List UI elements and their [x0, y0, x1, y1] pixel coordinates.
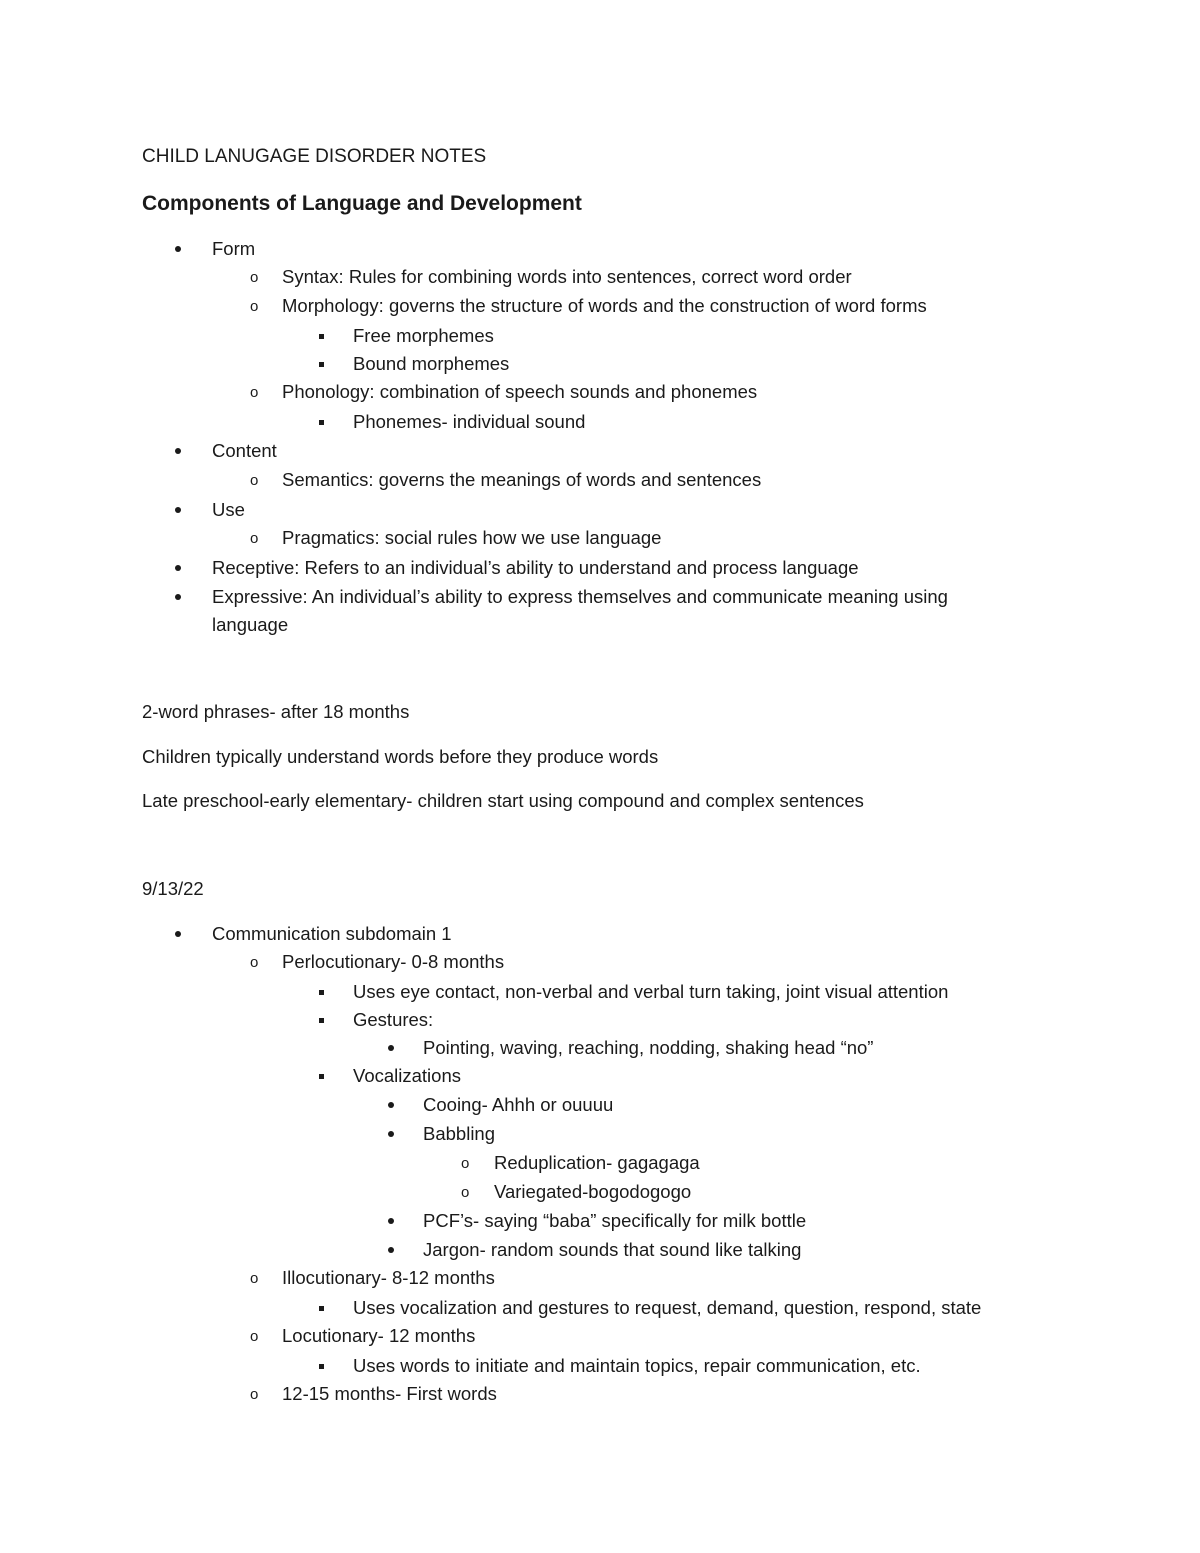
list-item-reduplication: Reduplication- gagagaga — [494, 1152, 700, 1173]
list-item-locutionary: Locutionary- 12 months — [282, 1325, 476, 1346]
list-item-locutionary-detail: Uses words to initiate and maintain topics, repair communication, etc. — [353, 1355, 921, 1376]
list-item-jargon: Jargon- random sounds that sound like talking — [423, 1239, 802, 1260]
bullet-o: o — [250, 269, 259, 286]
bullet-o: o — [250, 530, 259, 547]
bullet-square — [319, 334, 324, 339]
bullet-dot — [175, 594, 181, 600]
list-item-morphology: Morphology: governs the structure of words and the construction of word forms — [282, 295, 927, 316]
list-item-babbling: Babbling — [423, 1123, 496, 1144]
list-item-use: Use — [212, 499, 245, 520]
bullet-o: o — [461, 1184, 470, 1201]
bullet-square — [319, 1074, 324, 1079]
list-item-free-morphemes: Free morphemes — [353, 325, 494, 346]
list-item-eye-contact: Uses eye contact, non-verbal and verbal turn taking, joint visual attention — [353, 981, 949, 1002]
list-item-content: Content — [212, 440, 277, 461]
bullet-dot — [388, 1102, 394, 1108]
list-item-bound-morphemes: Bound morphemes — [353, 353, 510, 374]
list-item-form: Form — [212, 238, 256, 259]
list-item-pragmatics: Pragmatics: social rules how we use language — [282, 527, 662, 548]
bullet-dot — [388, 1131, 394, 1137]
list-item-expressive-continued: language — [212, 614, 289, 635]
list-item-phonemes: Phonemes- individual sound — [353, 411, 586, 432]
note-two-word-phrases: 2-word phrases- after 18 months — [142, 701, 410, 722]
list-item-syntax: Syntax: Rules for combining words into sentences, correct word order — [282, 266, 852, 287]
list-item-vocalizations: Vocalizations — [353, 1065, 461, 1086]
list-item-receptive: Receptive: Refers to an individual’s ability to understand and process language — [212, 557, 859, 578]
bullet-o: o — [250, 472, 259, 489]
list-item-variegated: Variegated-bogodogogo — [494, 1181, 692, 1202]
list-item-semantics: Semantics: governs the meanings of words and sentences — [282, 469, 762, 490]
list-item-first-words: 12-15 months- First words — [282, 1383, 497, 1404]
bullet-dot — [388, 1045, 394, 1051]
bullet-square — [319, 1018, 324, 1023]
section-heading: Components of Language and Development — [142, 192, 582, 215]
list-item-gestures: Gestures: — [353, 1009, 434, 1030]
bullet-dot — [388, 1247, 394, 1253]
list-item-expressive: Expressive: An individual’s ability to express themselves and communicate meaning using — [212, 586, 948, 607]
list-item-cooing: Cooing- Ahhh or ouuuu — [423, 1094, 614, 1115]
list-item-illocutionary: Illocutionary- 8-12 months — [282, 1267, 495, 1288]
document-title: CHILD LANUGAGE DISORDER NOTES — [142, 146, 487, 167]
list-item-perlocutionary: Perlocutionary- 0-8 months — [282, 951, 505, 972]
bullet-dot — [175, 448, 181, 454]
bullet-dot — [175, 507, 181, 513]
date-heading: 9/13/22 — [142, 878, 204, 899]
bullet-o: o — [250, 1386, 259, 1403]
bullet-o: o — [250, 1328, 259, 1345]
bullet-o: o — [250, 298, 259, 315]
list-item-illocutionary-detail: Uses vocalization and gestures to request, demand, question, respond, state — [353, 1297, 982, 1318]
bullet-square — [319, 362, 324, 367]
bullet-o: o — [461, 1155, 470, 1172]
note-understand-words: Children typically understand words before they produce words — [142, 746, 659, 767]
note-late-preschool: Late preschool-early elementary- children start using compound and complex sentences — [142, 790, 864, 811]
bullet-o: o — [250, 954, 259, 971]
bullet-dot — [175, 246, 181, 252]
list-item-phonology: Phonology: combination of speech sounds and phonemes — [282, 381, 758, 402]
list-item-pcfs: PCF’s- saying “baba” specifically for milk bottle — [423, 1210, 807, 1231]
bullet-square — [319, 1306, 324, 1311]
bullet-square — [319, 420, 324, 425]
bullet-o: o — [250, 1270, 259, 1287]
list-item-communication-subdomain: Communication subdomain 1 — [212, 923, 452, 944]
list-item-pointing: Pointing, waving, reaching, nodding, shaking head “no” — [423, 1037, 874, 1058]
bullet-square — [319, 990, 324, 995]
bullet-square — [319, 1364, 324, 1369]
bullet-dot — [175, 931, 181, 937]
bullet-dot — [388, 1218, 394, 1224]
bullet-dot — [175, 565, 181, 571]
bullet-o: o — [250, 384, 259, 401]
